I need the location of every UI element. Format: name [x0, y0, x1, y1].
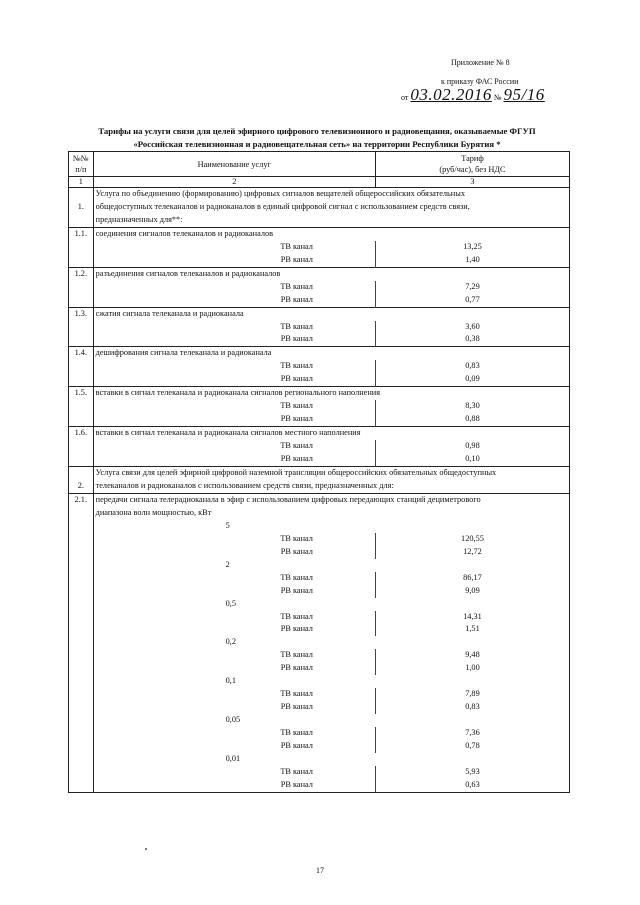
row-number — [69, 701, 94, 714]
title-line-2: «Российская телевизионная и радиовещательная сеть» на территории Республики Бурятия * — [133, 139, 501, 149]
service-name: соединения сигналов телеканалов и радиоканалов — [93, 227, 569, 240]
row-number — [69, 520, 94, 533]
row-number — [69, 467, 94, 480]
channel-name: ТВ канал — [93, 241, 375, 254]
channel-name: ТВ канал — [93, 766, 375, 779]
column-numbers-row — [69, 177, 570, 188]
channel-name: ТВ канал — [93, 572, 375, 585]
table-row — [69, 493, 570, 506]
table-row — [69, 321, 570, 334]
order-date: 03.02.2016 — [410, 85, 492, 104]
service-name: диапазона волн мощностью, кВт — [93, 507, 569, 520]
table-row — [69, 662, 570, 675]
tariff-value: 0,10 — [375, 453, 569, 466]
tariff-value: 5,93 — [375, 766, 569, 779]
row-number — [69, 753, 94, 766]
row-number — [69, 585, 94, 598]
row-number: 1.4. — [69, 347, 94, 360]
row-number — [69, 214, 94, 227]
row-number: 1.5. — [69, 387, 94, 400]
tariff-value: 0,88 — [375, 413, 569, 426]
tariff-value: 1,51 — [375, 623, 569, 636]
table-row — [69, 572, 570, 585]
row-number — [69, 740, 94, 753]
table-row — [69, 688, 570, 701]
channel-name: РВ канал — [93, 413, 375, 426]
row-number — [69, 241, 94, 254]
row-number — [69, 360, 94, 373]
table-row — [69, 201, 570, 214]
row-number: 2.1. — [69, 493, 94, 506]
power-value: 0,1 — [93, 675, 375, 688]
tariff-value: 13,25 — [375, 241, 569, 254]
row-number — [69, 611, 94, 624]
table-row — [69, 675, 570, 688]
row-number — [69, 333, 94, 346]
channel-name: РВ канал — [93, 333, 375, 346]
row-number — [69, 675, 94, 688]
service-name: дешифрования сигнала телеканала и радиоканала — [93, 347, 569, 360]
channel-name: ТВ канал — [93, 400, 375, 413]
tariff-value: 1,00 — [375, 662, 569, 675]
col-number: 1 — [69, 177, 94, 188]
table-row — [69, 440, 570, 453]
row-number — [69, 294, 94, 307]
table-row — [69, 546, 570, 559]
channel-name: ТВ канал — [93, 533, 375, 546]
tariff-value: 14,31 — [375, 611, 569, 624]
table-row — [69, 520, 570, 533]
row-number — [69, 254, 94, 267]
power-value: 0,2 — [93, 636, 375, 649]
table-row — [69, 585, 570, 598]
tariff-value: 120,55 — [375, 533, 569, 546]
row-number — [69, 440, 94, 453]
tariff-value: 1,40 — [375, 254, 569, 267]
channel-name: РВ канал — [93, 779, 375, 792]
title-line-1: Тарифы на услуги связи для целей эфирного цифрового телевизионного и радиовещания, оказываемые ФГУП — [98, 126, 536, 136]
order-date-line — [401, 85, 545, 105]
row-number — [69, 636, 94, 649]
row-number — [69, 546, 94, 559]
table-row — [69, 779, 570, 792]
tariff-value: 86,17 — [375, 572, 569, 585]
tariff-value: 7,89 — [375, 688, 569, 701]
table-row — [69, 598, 570, 611]
row-number: 1.1. — [69, 227, 94, 240]
table-row — [69, 623, 570, 636]
table-row — [69, 507, 570, 520]
power-value: 0,01 — [93, 753, 375, 766]
row-number — [69, 281, 94, 294]
channel-name: РВ канал — [93, 701, 375, 714]
tariff-value — [375, 636, 569, 649]
channel-name: РВ канал — [93, 254, 375, 267]
row-number — [69, 188, 94, 201]
page-number: 17 — [316, 866, 324, 875]
table-row — [69, 714, 570, 727]
row-number — [69, 623, 94, 636]
table-row — [69, 254, 570, 267]
channel-name: ТВ канал — [93, 360, 375, 373]
document-title — [68, 125, 566, 151]
channel-name: РВ канал — [93, 623, 375, 636]
table-row — [69, 533, 570, 546]
header-num: №№ п/п — [69, 152, 94, 177]
appendix-label: Приложение № 8 — [451, 58, 510, 67]
table-row — [69, 281, 570, 294]
service-name: вставки в сигнал телеканала и радиоканала сигналов местного наполнения — [93, 427, 569, 440]
table-row — [69, 636, 570, 649]
row-number — [69, 453, 94, 466]
table-row — [69, 241, 570, 254]
table-row — [69, 347, 570, 360]
channel-name: РВ канал — [93, 585, 375, 598]
col-number: 2 — [93, 177, 375, 188]
channel-name: РВ канал — [93, 373, 375, 386]
table-row — [69, 227, 570, 240]
channel-name: ТВ канал — [93, 611, 375, 624]
tariff-value: 0,09 — [375, 373, 569, 386]
table-body — [69, 188, 570, 793]
table-row — [69, 267, 570, 280]
power-value: 5 — [93, 520, 375, 533]
header-tariff-line1: Тариф — [461, 154, 484, 163]
table-row — [69, 294, 570, 307]
tariff-value: 0,98 — [375, 440, 569, 453]
row-number — [69, 766, 94, 779]
row-number — [69, 373, 94, 386]
channel-name: ТВ канал — [93, 649, 375, 662]
tariff-value: 12,72 — [375, 546, 569, 559]
row-number: 2. — [69, 480, 94, 493]
header-tariff-line2: (руб/час), без НДС — [439, 165, 506, 174]
table-row — [69, 214, 570, 227]
table-row — [69, 400, 570, 413]
table-row — [69, 740, 570, 753]
scan-speck — [145, 848, 147, 850]
table-row — [69, 373, 570, 386]
service-name: телеканалов и радиоканалов с использованием средств связи, предназначенных для: — [93, 480, 569, 493]
channel-name: РВ канал — [93, 740, 375, 753]
tariff-value — [375, 714, 569, 727]
table-row — [69, 467, 570, 480]
row-number: 1. — [69, 201, 94, 214]
channel-name: РВ канал — [93, 546, 375, 559]
row-number — [69, 533, 94, 546]
table-row — [69, 649, 570, 662]
row-number — [69, 413, 94, 426]
row-number — [69, 559, 94, 572]
service-name: сжатия сигнала телеканала и радиоканала — [93, 307, 569, 320]
row-number — [69, 507, 94, 520]
tariff-value — [375, 753, 569, 766]
row-number: 1.2. — [69, 267, 94, 280]
row-number — [69, 572, 94, 585]
service-name: передачи сигнала телерадиоканала в эфир с использованием цифровых передающих станций дециметрового — [93, 493, 569, 506]
tariff-table — [68, 151, 570, 793]
table-row — [69, 307, 570, 320]
tariff-value: 9,48 — [375, 649, 569, 662]
table-row — [69, 360, 570, 373]
channel-name: РВ канал — [93, 294, 375, 307]
channel-name: РВ канал — [93, 453, 375, 466]
service-name: предназначенных для**: — [93, 214, 569, 227]
table-row — [69, 480, 570, 493]
table-row — [69, 701, 570, 714]
service-name: Услуга связи для целей эфирной цифровой наземной трансляции общероссийских обязательных общедоступных — [93, 467, 569, 480]
tariff-value: 0,38 — [375, 333, 569, 346]
power-value: 0,05 — [93, 714, 375, 727]
table-row — [69, 611, 570, 624]
service-name: разъединения сигналов телеканалов и радиоканалов — [93, 267, 569, 280]
header-name: Наименование услуг — [93, 152, 375, 177]
tariff-value: 8,30 — [375, 400, 569, 413]
channel-name: ТВ канал — [93, 321, 375, 334]
tariff-value — [375, 675, 569, 688]
tariff-value: 7,36 — [375, 727, 569, 740]
row-number — [69, 400, 94, 413]
tariff-value: 0,63 — [375, 779, 569, 792]
row-number — [69, 714, 94, 727]
row-number — [69, 321, 94, 334]
header-tariff — [375, 152, 569, 177]
tariff-value: 7,29 — [375, 281, 569, 294]
channel-name: ТВ канал — [93, 281, 375, 294]
row-number — [69, 779, 94, 792]
table-row — [69, 387, 570, 400]
number-prefix: № — [493, 93, 502, 102]
row-number — [69, 662, 94, 675]
table-header-row — [69, 152, 570, 177]
service-name: вставки в сигнал телеканала и радиоканала сигналов регионального наполнения — [93, 387, 569, 400]
channel-name: ТВ канал — [93, 727, 375, 740]
tariff-value: 0,78 — [375, 740, 569, 753]
tariff-value: 9,09 — [375, 585, 569, 598]
tariff-value — [375, 559, 569, 572]
table-row — [69, 766, 570, 779]
table-row — [69, 333, 570, 346]
power-value: 2 — [93, 559, 375, 572]
date-prefix: от — [401, 93, 409, 102]
table-row — [69, 453, 570, 466]
order-reference: к приказу ФАС России — [441, 77, 519, 86]
table-row — [69, 727, 570, 740]
row-number — [69, 688, 94, 701]
channel-name: ТВ канал — [93, 688, 375, 701]
tariff-value — [375, 598, 569, 611]
row-number — [69, 598, 94, 611]
table-row — [69, 559, 570, 572]
row-number — [69, 649, 94, 662]
table-row — [69, 413, 570, 426]
service-name: общедоступных телеканалов и радиоканалов в единый цифровой сигнал с использованием средств связи, — [93, 201, 569, 214]
channel-name: ТВ канал — [93, 440, 375, 453]
tariff-value: 0,83 — [375, 360, 569, 373]
order-number: 95/16 — [503, 85, 545, 104]
table-row — [69, 188, 570, 201]
tariff-value: 0,83 — [375, 701, 569, 714]
table-row — [69, 753, 570, 766]
service-name: Услуга по объединению (формированию) цифровых сигналов вещателей общероссийских обязательных — [93, 188, 569, 201]
table-row — [69, 427, 570, 440]
row-number: 1.3. — [69, 307, 94, 320]
power-value: 0,5 — [93, 598, 375, 611]
tariff-value: 0,77 — [375, 294, 569, 307]
tariff-value — [375, 520, 569, 533]
channel-name: РВ канал — [93, 662, 375, 675]
row-number — [69, 727, 94, 740]
row-number: 1.6. — [69, 427, 94, 440]
tariff-value: 3,60 — [375, 321, 569, 334]
col-number: 3 — [375, 177, 569, 188]
